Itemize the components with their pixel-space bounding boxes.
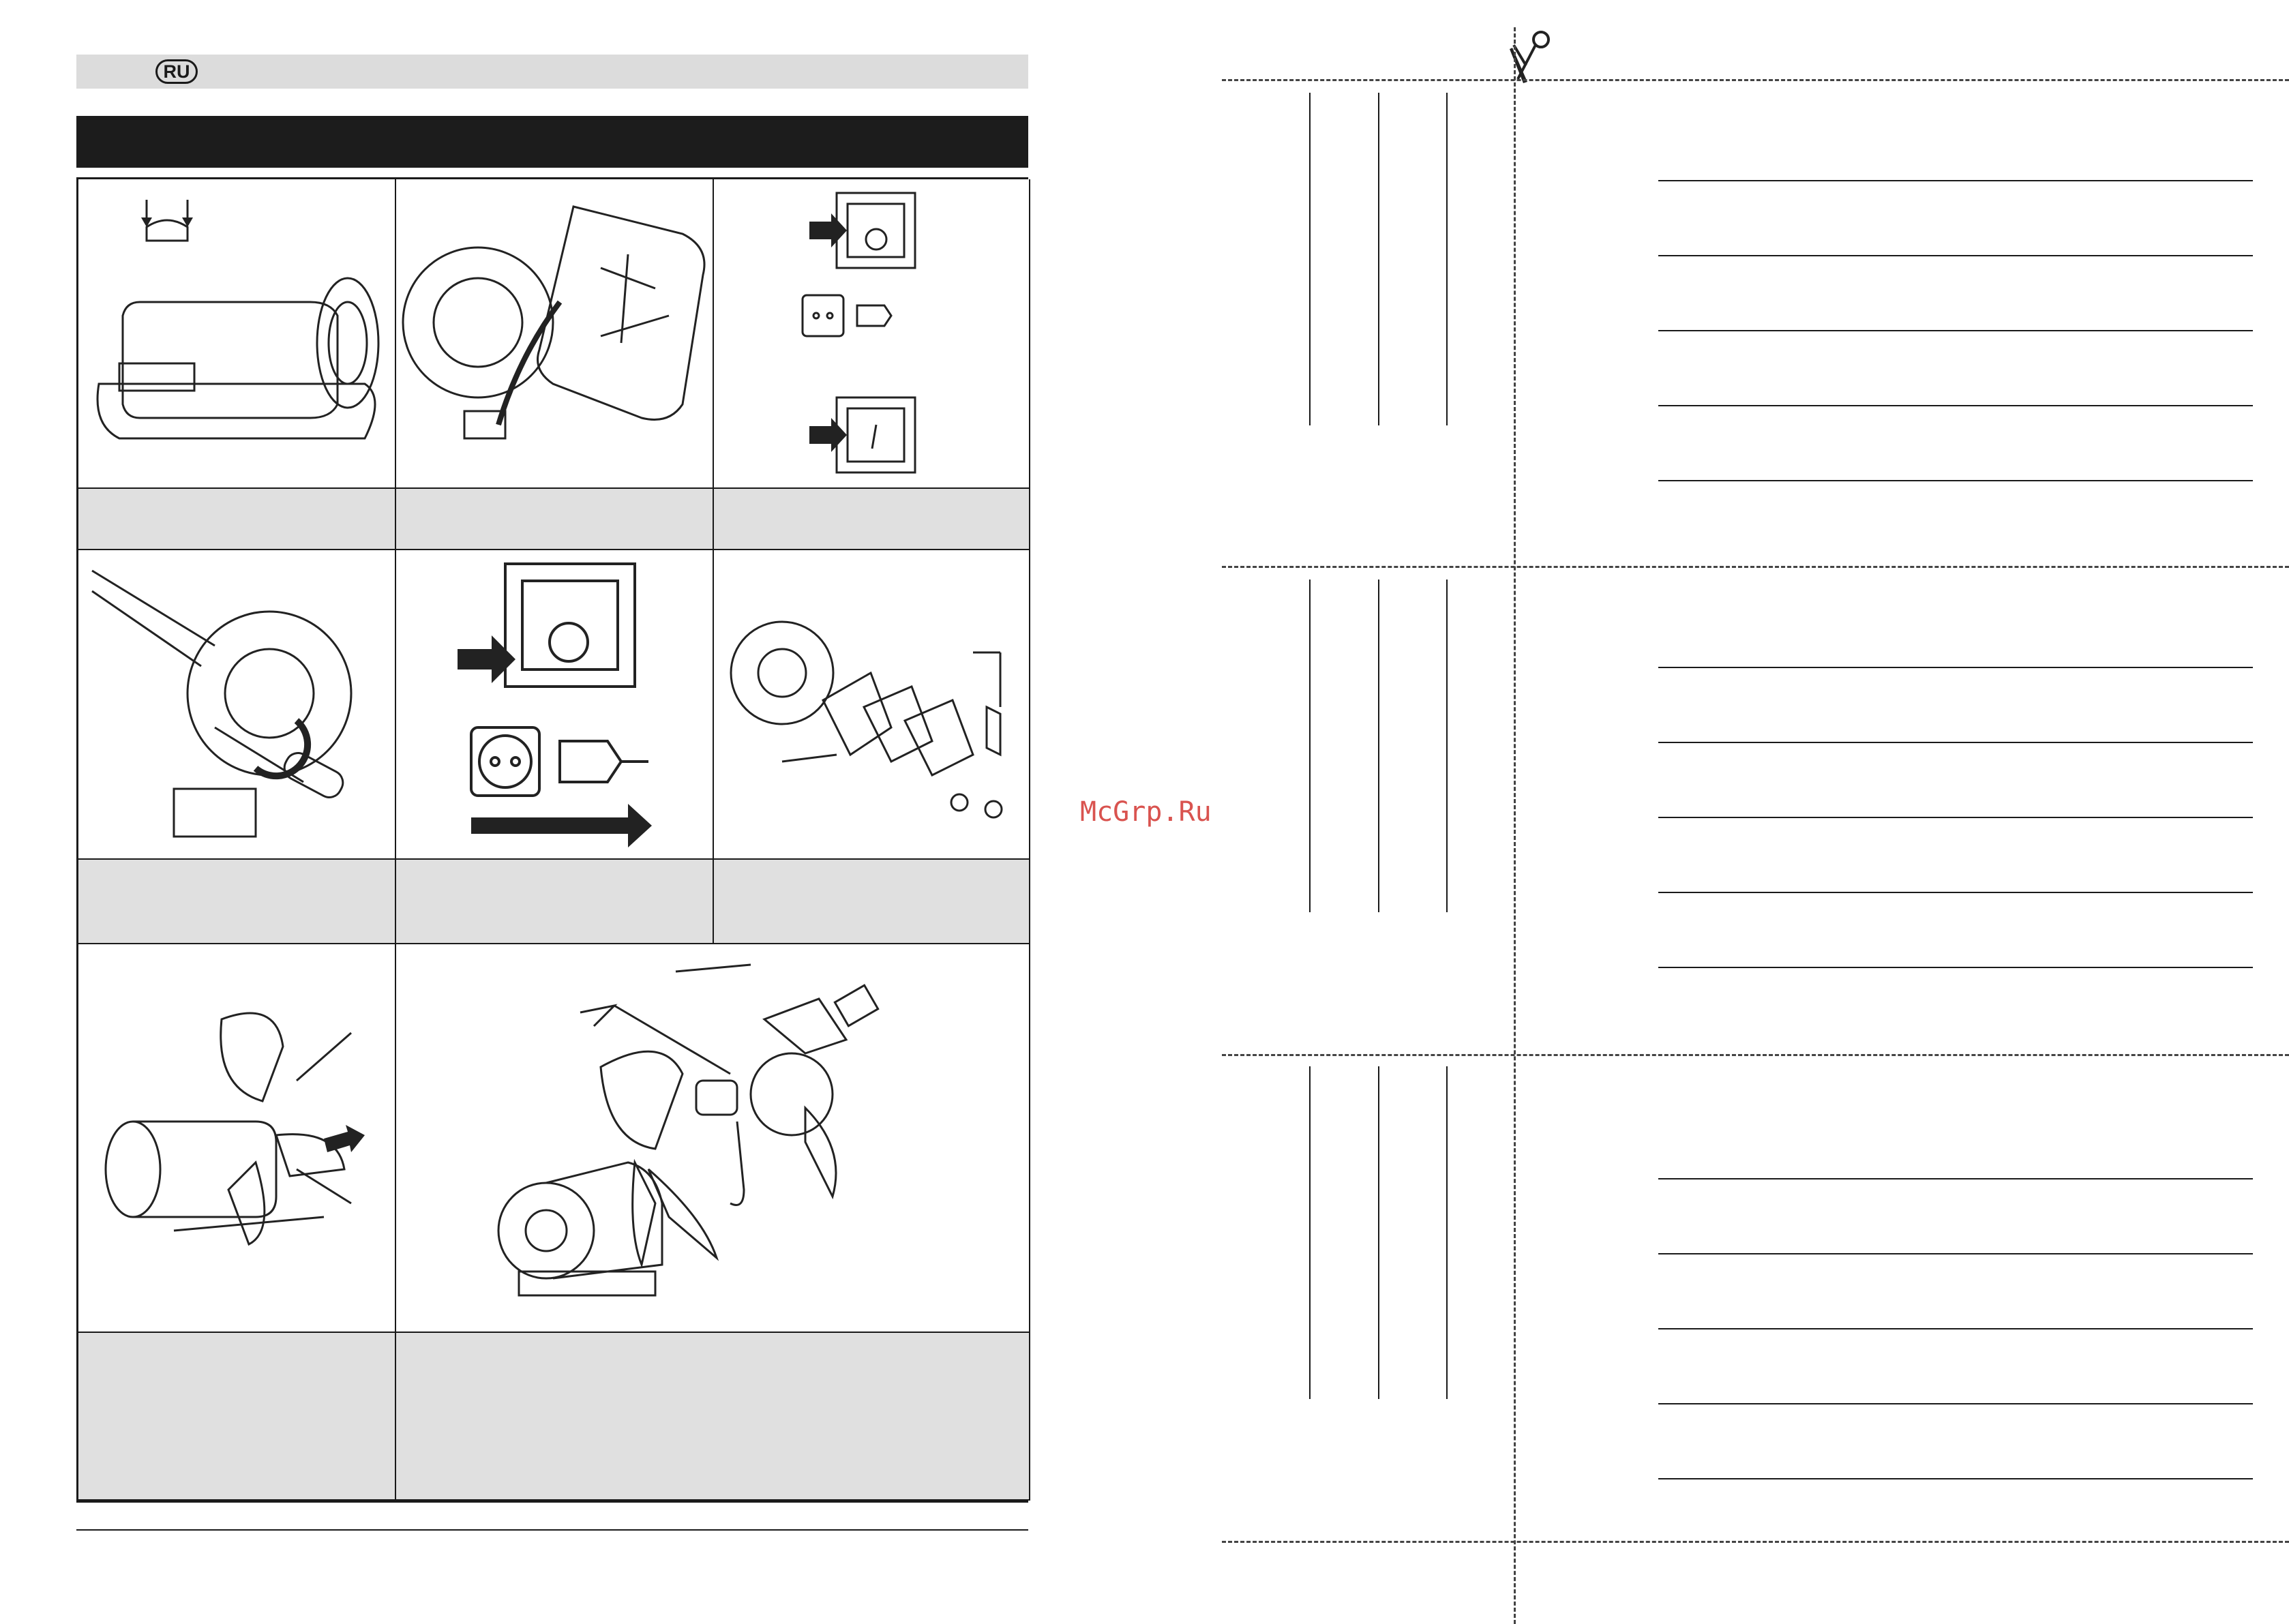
card-3-column-line [1378,1066,1379,1399]
card-3-column-line [1309,1066,1311,1399]
step-7-caption [78,1333,396,1501]
card-2-column-line [1446,580,1448,912]
card-3-entry-line [1658,1478,2253,1479]
step-1-image [78,179,396,489]
step-7-image [78,944,396,1333]
horizontal-cut-line-2 [1222,566,2289,568]
step-5-caption [396,860,714,944]
step-1-caption [78,489,396,550]
arrow-right-icon [471,804,652,847]
switch-and-plug-illustration [714,179,1030,489]
card-1-entry-line [1658,405,2253,406]
card-1-column-line [1309,93,1311,425]
card-2-entry-line [1658,817,2253,818]
fuel-filling-illustration [396,179,714,489]
card-1-entry-line [1658,180,2253,181]
step-4-caption [78,860,396,944]
card-2-column-line [1309,580,1311,912]
arrow-right-icon [324,1125,365,1152]
card-3-entry-line [1658,1178,2253,1179]
card-1-column-line [1378,93,1379,425]
watermark-text: McGrp.Ru [1080,796,1212,828]
language-badge: RU [155,59,198,84]
card-3-entry-line [1658,1403,2253,1404]
power-plug-icon [857,305,891,326]
filter-exploded-illustration [714,550,1030,860]
motor-fan-illustration [78,944,396,1333]
card-1-column-line [1446,93,1448,425]
arrow-right-icon [809,418,847,452]
horizontal-cut-line-3 [1222,1054,2289,1056]
step-6-image [714,550,1030,860]
step-4-image [78,550,396,860]
power-socket-icon [471,727,539,796]
card-3-entry-line [1658,1253,2253,1254]
step-8-caption [396,1333,1030,1501]
step-3-caption [714,489,1030,550]
step-6-caption [714,860,1030,944]
power-plug-icon [560,741,621,782]
nozzle-unscrewing-illustration [78,550,396,860]
card-1-entry-line [1658,255,2253,256]
vertical-cut-line [1514,27,1516,1624]
step-2-caption [396,489,714,550]
card-2-entry-line [1658,742,2253,743]
section-title-bar [76,116,1028,168]
card-2-column-line [1378,580,1379,912]
instruction-grid [76,177,1028,1503]
card-1-entry-line [1658,480,2253,481]
card-2-entry-line [1658,667,2253,668]
card-1-entry-line [1658,330,2253,331]
step-3-image [714,179,1030,489]
card-2-entry-line [1658,967,2253,968]
card-3-entry-line [1658,1328,2253,1329]
heater-handle-illustration [78,179,396,489]
card-3-column-line [1446,1066,1448,1399]
card-2-entry-line [1658,892,2253,893]
step-2-image [396,179,714,489]
bottom-rule [76,1529,1028,1531]
scissors-icon [1506,25,1553,86]
arrow-right-icon [458,635,515,683]
horizontal-cut-line-4 [1222,1541,2289,1543]
switch-off-unplug-illustration [396,550,714,860]
step-5-image [396,550,714,860]
horizontal-cut-line-1 [1222,79,2289,81]
power-socket-icon [803,295,843,336]
language-bar [76,55,1028,89]
burner-exploded-illustration [396,944,1030,1333]
arrow-right-icon [809,213,847,247]
step-8-image [396,944,1030,1333]
